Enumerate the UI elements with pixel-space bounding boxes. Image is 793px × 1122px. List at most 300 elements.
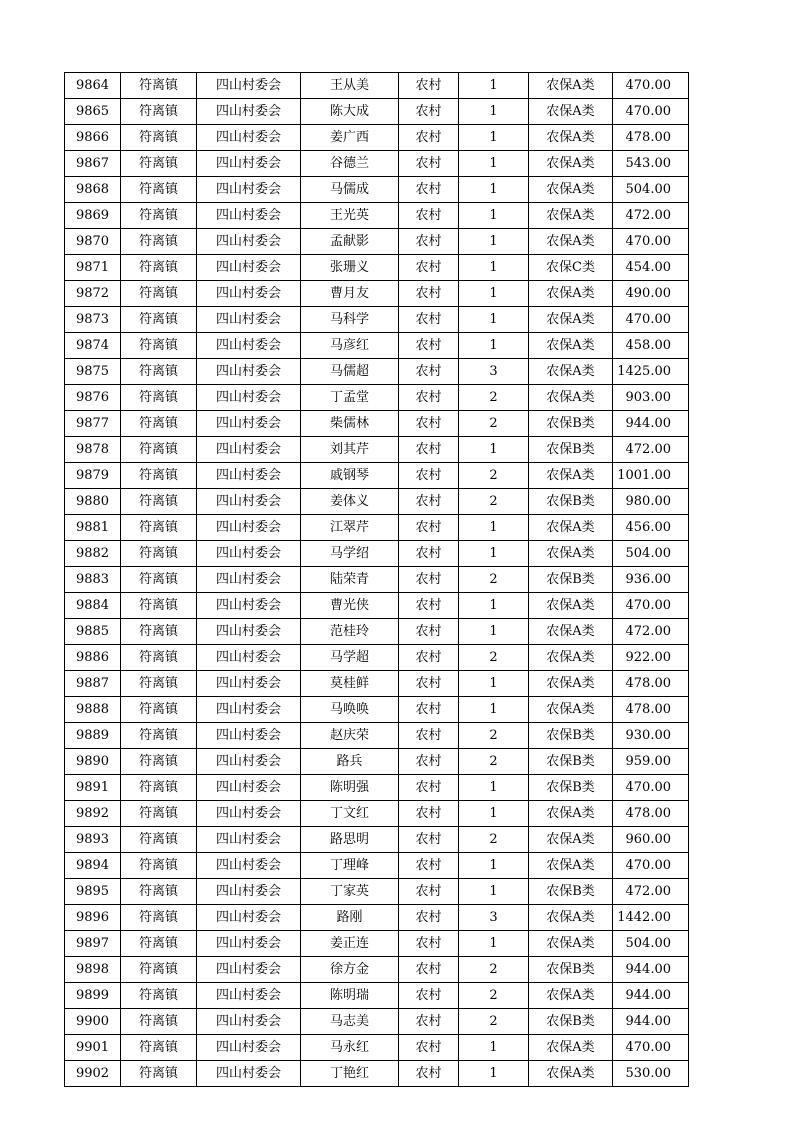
table-cell-category: 农保A类: [529, 905, 613, 931]
table-cell-count: 2: [459, 749, 529, 775]
table-cell-town: 符离镇: [121, 801, 197, 827]
table-cell-area: 农村: [399, 333, 459, 359]
table-cell-id: 9864: [65, 73, 121, 99]
table-cell-village: 四山村委会: [197, 905, 301, 931]
table-cell-category: 农保B类: [529, 749, 613, 775]
table-cell-village: 四山村委会: [197, 151, 301, 177]
table-cell-amount: 944.00: [613, 957, 689, 983]
table-cell-village: 四山村委会: [197, 255, 301, 281]
table-cell-area: 农村: [399, 515, 459, 541]
table-row: [65, 437, 689, 463]
table-cell-town: 符离镇: [121, 229, 197, 255]
table-cell-id: 9870: [65, 229, 121, 255]
table-cell-count: 2: [459, 489, 529, 515]
table-cell-village: 四山村委会: [197, 749, 301, 775]
table-cell-area: 农村: [399, 671, 459, 697]
table-cell-count: 1: [459, 697, 529, 723]
table-cell-name: 陆荣青: [301, 567, 399, 593]
table-cell-count: 1: [459, 255, 529, 281]
table-cell-category: 农保A类: [529, 1035, 613, 1061]
table-cell-category: 农保B类: [529, 1009, 613, 1035]
table-cell-amount: 470.00: [613, 99, 689, 125]
table-row: [65, 463, 689, 489]
table-cell-area: 农村: [399, 463, 459, 489]
table-row: [65, 1035, 689, 1061]
table-cell-category: 农保B类: [529, 957, 613, 983]
table-cell-category: 农保B类: [529, 411, 613, 437]
table-row: [65, 801, 689, 827]
table-cell-name: 丁孟堂: [301, 385, 399, 411]
table-cell-id: 9876: [65, 385, 121, 411]
table-cell-area: 农村: [399, 827, 459, 853]
table-row: [65, 697, 689, 723]
table-cell-town: 符离镇: [121, 775, 197, 801]
table-cell-category: 农保A类: [529, 541, 613, 567]
table-row: [65, 255, 689, 281]
table-cell-id: 9874: [65, 333, 121, 359]
table-cell-amount: 470.00: [613, 853, 689, 879]
table-cell-name: 马志美: [301, 1009, 399, 1035]
table-cell-id: 9872: [65, 281, 121, 307]
table-cell-id: 9882: [65, 541, 121, 567]
table-cell-category: 农保A类: [529, 671, 613, 697]
table-row: [65, 879, 689, 905]
table-cell-id: 9896: [65, 905, 121, 931]
table-row: [65, 515, 689, 541]
table-cell-area: 农村: [399, 203, 459, 229]
table-row: [65, 905, 689, 931]
table-cell-village: 四山村委会: [197, 307, 301, 333]
table-cell-count: 1: [459, 593, 529, 619]
table-cell-id: 9868: [65, 177, 121, 203]
table-cell-area: 农村: [399, 593, 459, 619]
table-cell-village: 四山村委会: [197, 229, 301, 255]
table-cell-town: 符离镇: [121, 905, 197, 931]
table-row: [65, 749, 689, 775]
table-cell-id: 9865: [65, 99, 121, 125]
table-cell-village: 四山村委会: [197, 99, 301, 125]
table-cell-area: 农村: [399, 411, 459, 437]
table-cell-area: 农村: [399, 801, 459, 827]
table-cell-area: 农村: [399, 1035, 459, 1061]
table-cell-area: 农村: [399, 775, 459, 801]
table-cell-id: 9883: [65, 567, 121, 593]
table-cell-area: 农村: [399, 853, 459, 879]
table-cell-amount: 959.00: [613, 749, 689, 775]
table-cell-name: 马儒超: [301, 359, 399, 385]
table-cell-village: 四山村委会: [197, 177, 301, 203]
table-cell-area: 农村: [399, 619, 459, 645]
table-row: [65, 177, 689, 203]
table-cell-village: 四山村委会: [197, 775, 301, 801]
table-cell-amount: 960.00: [613, 827, 689, 853]
table-cell-village: 四山村委会: [197, 853, 301, 879]
table-row: [65, 593, 689, 619]
table-row: [65, 775, 689, 801]
table-cell-amount: 478.00: [613, 671, 689, 697]
table-cell-town: 符离镇: [121, 333, 197, 359]
table-cell-category: 农保A类: [529, 931, 613, 957]
table-cell-count: 2: [459, 957, 529, 983]
table-cell-village: 四山村委会: [197, 359, 301, 385]
table-cell-area: 农村: [399, 125, 459, 151]
table-cell-id: 9879: [65, 463, 121, 489]
table-cell-count: 1: [459, 177, 529, 203]
table-row: [65, 541, 689, 567]
table-cell-amount: 470.00: [613, 229, 689, 255]
table-cell-count: 1: [459, 437, 529, 463]
table-cell-area: 农村: [399, 385, 459, 411]
table-cell-area: 农村: [399, 957, 459, 983]
table-cell-category: 农保A类: [529, 333, 613, 359]
table-row: [65, 1009, 689, 1035]
table-cell-name: 马唤唤: [301, 697, 399, 723]
table-cell-category: 农保B类: [529, 775, 613, 801]
records-table-body: [65, 73, 689, 1087]
table-cell-village: 四山村委会: [197, 281, 301, 307]
table-cell-amount: 470.00: [613, 1035, 689, 1061]
table-cell-count: 1: [459, 775, 529, 801]
table-cell-village: 四山村委会: [197, 203, 301, 229]
table-cell-count: 1: [459, 99, 529, 125]
table-cell-amount: 922.00: [613, 645, 689, 671]
table-cell-town: 符离镇: [121, 151, 197, 177]
table-cell-count: 2: [459, 983, 529, 1009]
table-cell-town: 符离镇: [121, 879, 197, 905]
table-cell-village: 四山村委会: [197, 437, 301, 463]
table-cell-id: 9884: [65, 593, 121, 619]
table-cell-town: 符离镇: [121, 827, 197, 853]
table-cell-area: 农村: [399, 307, 459, 333]
table-cell-area: 农村: [399, 1009, 459, 1035]
table-cell-id: 9902: [65, 1061, 121, 1087]
table-cell-amount: 490.00: [613, 281, 689, 307]
table-cell-town: 符离镇: [121, 125, 197, 151]
table-row: [65, 853, 689, 879]
table-cell-name: 范桂玲: [301, 619, 399, 645]
table-row: [65, 619, 689, 645]
table-cell-town: 符离镇: [121, 177, 197, 203]
table-cell-id: 9866: [65, 125, 121, 151]
table-cell-name: 赵庆荣: [301, 723, 399, 749]
table-cell-area: 农村: [399, 73, 459, 99]
table-cell-area: 农村: [399, 99, 459, 125]
table-cell-count: 1: [459, 1035, 529, 1061]
table-cell-town: 符离镇: [121, 463, 197, 489]
table-cell-id: 9886: [65, 645, 121, 671]
table-cell-town: 符离镇: [121, 957, 197, 983]
table-cell-town: 符离镇: [121, 931, 197, 957]
table-cell-count: 1: [459, 801, 529, 827]
table-cell-village: 四山村委会: [197, 723, 301, 749]
table-cell-id: 9900: [65, 1009, 121, 1035]
table-cell-village: 四山村委会: [197, 73, 301, 99]
table-cell-count: 1: [459, 515, 529, 541]
table-cell-amount: 470.00: [613, 73, 689, 99]
table-cell-id: 9878: [65, 437, 121, 463]
table-cell-id: 9890: [65, 749, 121, 775]
table-row: [65, 983, 689, 1009]
table-cell-amount: 530.00: [613, 1061, 689, 1087]
table-cell-area: 农村: [399, 645, 459, 671]
table-cell-id: 9894: [65, 853, 121, 879]
table-cell-count: 1: [459, 1061, 529, 1087]
table-row: [65, 411, 689, 437]
table-cell-town: 符离镇: [121, 99, 197, 125]
table-cell-village: 四山村委会: [197, 125, 301, 151]
table-cell-village: 四山村委会: [197, 801, 301, 827]
table-cell-village: 四山村委会: [197, 879, 301, 905]
table-cell-count: 2: [459, 411, 529, 437]
table-row: [65, 957, 689, 983]
table-row: [65, 151, 689, 177]
table-cell-count: 1: [459, 879, 529, 905]
table-cell-name: 马彦红: [301, 333, 399, 359]
table-cell-name: 马学超: [301, 645, 399, 671]
table-cell-category: 农保B类: [529, 437, 613, 463]
table-cell-amount: 478.00: [613, 697, 689, 723]
table-cell-name: 柴儒林: [301, 411, 399, 437]
table-cell-village: 四山村委会: [197, 411, 301, 437]
table-cell-id: 9888: [65, 697, 121, 723]
table-cell-area: 农村: [399, 281, 459, 307]
table-cell-name: 丁文红: [301, 801, 399, 827]
table-cell-name: 马学绍: [301, 541, 399, 567]
table-cell-town: 符离镇: [121, 489, 197, 515]
table-cell-amount: 980.00: [613, 489, 689, 515]
table-cell-village: 四山村委会: [197, 333, 301, 359]
table-cell-id: 9877: [65, 411, 121, 437]
table-cell-town: 符离镇: [121, 619, 197, 645]
table-cell-town: 符离镇: [121, 723, 197, 749]
table-row: [65, 1061, 689, 1087]
table-cell-count: 1: [459, 853, 529, 879]
table-cell-town: 符离镇: [121, 281, 197, 307]
table-cell-amount: 478.00: [613, 125, 689, 151]
table-cell-count: 1: [459, 151, 529, 177]
table-cell-area: 农村: [399, 229, 459, 255]
table-cell-town: 符离镇: [121, 853, 197, 879]
table-cell-count: 2: [459, 645, 529, 671]
table-cell-category: 农保A类: [529, 463, 613, 489]
table-cell-name: 姜正连: [301, 931, 399, 957]
table-cell-town: 符离镇: [121, 203, 197, 229]
table-row: [65, 489, 689, 515]
table-cell-amount: 504.00: [613, 177, 689, 203]
table-cell-id: 9875: [65, 359, 121, 385]
table-cell-amount: 504.00: [613, 931, 689, 957]
table-cell-category: 农保C类: [529, 255, 613, 281]
table-cell-name: 马儒成: [301, 177, 399, 203]
table-cell-id: 9898: [65, 957, 121, 983]
table-cell-category: 农保A类: [529, 515, 613, 541]
table-cell-name: 姜广西: [301, 125, 399, 151]
table-cell-count: 1: [459, 229, 529, 255]
table-cell-village: 四山村委会: [197, 567, 301, 593]
table-cell-id: 9897: [65, 931, 121, 957]
table-cell-category: 农保A类: [529, 125, 613, 151]
table-cell-count: 1: [459, 619, 529, 645]
table-cell-amount: 1442.00: [613, 905, 689, 931]
table-cell-town: 符离镇: [121, 515, 197, 541]
table-row: [65, 73, 689, 99]
table-cell-amount: 903.00: [613, 385, 689, 411]
table-cell-name: 张珊义: [301, 255, 399, 281]
table-cell-village: 四山村委会: [197, 827, 301, 853]
table-cell-area: 农村: [399, 151, 459, 177]
table-cell-name: 丁家英: [301, 879, 399, 905]
table-cell-town: 符离镇: [121, 1035, 197, 1061]
table-cell-area: 农村: [399, 177, 459, 203]
table-cell-town: 符离镇: [121, 1009, 197, 1035]
table-row: [65, 229, 689, 255]
table-cell-name: 马科学: [301, 307, 399, 333]
table-cell-amount: 472.00: [613, 437, 689, 463]
table-cell-category: 农保A类: [529, 307, 613, 333]
table-cell-amount: 944.00: [613, 411, 689, 437]
table-cell-town: 符离镇: [121, 307, 197, 333]
table-cell-count: 1: [459, 333, 529, 359]
table-cell-village: 四山村委会: [197, 671, 301, 697]
table-cell-town: 符离镇: [121, 359, 197, 385]
table-cell-area: 农村: [399, 723, 459, 749]
table-cell-count: 1: [459, 281, 529, 307]
table-cell-id: 9893: [65, 827, 121, 853]
table-cell-amount: 472.00: [613, 619, 689, 645]
records-table: [64, 72, 689, 1087]
table-cell-amount: 936.00: [613, 567, 689, 593]
table-cell-name: 路刚: [301, 905, 399, 931]
table-cell-amount: 1001.00: [613, 463, 689, 489]
table-row: [65, 827, 689, 853]
table-cell-count: 1: [459, 931, 529, 957]
table-row: [65, 359, 689, 385]
table-cell-area: 农村: [399, 437, 459, 463]
table-cell-village: 四山村委会: [197, 541, 301, 567]
table-cell-town: 符离镇: [121, 697, 197, 723]
table-cell-category: 农保A类: [529, 73, 613, 99]
table-cell-amount: 944.00: [613, 1009, 689, 1035]
table-cell-id: 9895: [65, 879, 121, 905]
table-cell-category: 农保A类: [529, 203, 613, 229]
table-cell-id: 9892: [65, 801, 121, 827]
table-cell-area: 农村: [399, 567, 459, 593]
table-cell-area: 农村: [399, 983, 459, 1009]
table-cell-name: 陈大成: [301, 99, 399, 125]
table-cell-area: 农村: [399, 749, 459, 775]
table-cell-count: 2: [459, 463, 529, 489]
table-cell-town: 符离镇: [121, 749, 197, 775]
table-cell-area: 农村: [399, 697, 459, 723]
table-cell-town: 符离镇: [121, 411, 197, 437]
table-cell-category: 农保A类: [529, 1061, 613, 1087]
table-cell-name: 丁艳红: [301, 1061, 399, 1087]
table-cell-count: 1: [459, 73, 529, 99]
table-row: [65, 281, 689, 307]
table-cell-category: 农保A类: [529, 359, 613, 385]
table-cell-area: 农村: [399, 489, 459, 515]
table-cell-town: 符离镇: [121, 385, 197, 411]
table-cell-amount: 543.00: [613, 151, 689, 177]
table-cell-village: 四山村委会: [197, 983, 301, 1009]
table-cell-name: 陈明瑞: [301, 983, 399, 1009]
table-cell-id: 9901: [65, 1035, 121, 1061]
table-cell-town: 符离镇: [121, 437, 197, 463]
table-cell-count: 2: [459, 1009, 529, 1035]
table-cell-category: 农保A类: [529, 229, 613, 255]
table-cell-name: 路思明: [301, 827, 399, 853]
table-cell-id: 9871: [65, 255, 121, 281]
table-cell-category: 农保A类: [529, 593, 613, 619]
table-cell-category: 农保A类: [529, 385, 613, 411]
table-cell-amount: 930.00: [613, 723, 689, 749]
table-cell-name: 王光英: [301, 203, 399, 229]
table-cell-count: 2: [459, 567, 529, 593]
table-cell-name: 王从美: [301, 73, 399, 99]
table-cell-category: 农保A类: [529, 151, 613, 177]
table-cell-town: 符离镇: [121, 671, 197, 697]
table-cell-village: 四山村委会: [197, 463, 301, 489]
table-row: [65, 99, 689, 125]
table-cell-category: 农保A类: [529, 177, 613, 203]
table-cell-name: 戚钢琴: [301, 463, 399, 489]
table-cell-category: 农保B类: [529, 567, 613, 593]
table-cell-town: 符离镇: [121, 593, 197, 619]
table-cell-name: 刘其芹: [301, 437, 399, 463]
table-cell-category: 农保A类: [529, 983, 613, 1009]
table-cell-category: 农保B类: [529, 723, 613, 749]
table-cell-village: 四山村委会: [197, 957, 301, 983]
table-cell-amount: 456.00: [613, 515, 689, 541]
table-cell-category: 农保A类: [529, 853, 613, 879]
table-cell-id: 9899: [65, 983, 121, 1009]
table-cell-name: 徐方金: [301, 957, 399, 983]
table-cell-id: 9891: [65, 775, 121, 801]
table-cell-town: 符离镇: [121, 541, 197, 567]
table-cell-name: 孟献影: [301, 229, 399, 255]
table-cell-village: 四山村委会: [197, 645, 301, 671]
table-cell-name: 马永红: [301, 1035, 399, 1061]
table-cell-area: 农村: [399, 255, 459, 281]
table-cell-id: 9885: [65, 619, 121, 645]
table-cell-town: 符离镇: [121, 645, 197, 671]
table-cell-count: 1: [459, 671, 529, 697]
table-cell-village: 四山村委会: [197, 385, 301, 411]
table-cell-village: 四山村委会: [197, 515, 301, 541]
table-cell-amount: 454.00: [613, 255, 689, 281]
table-cell-count: 2: [459, 723, 529, 749]
table-row: [65, 671, 689, 697]
table-cell-amount: 944.00: [613, 983, 689, 1009]
table-cell-village: 四山村委会: [197, 1009, 301, 1035]
table-cell-town: 符离镇: [121, 983, 197, 1009]
table-cell-town: 符离镇: [121, 1061, 197, 1087]
table-cell-name: 谷德兰: [301, 151, 399, 177]
table-cell-name: 江翠芹: [301, 515, 399, 541]
table-cell-name: 丁理峰: [301, 853, 399, 879]
table-cell-category: 农保A类: [529, 645, 613, 671]
table-cell-amount: 1425.00: [613, 359, 689, 385]
table-row: [65, 203, 689, 229]
table-cell-name: 曹光侠: [301, 593, 399, 619]
table-cell-village: 四山村委会: [197, 697, 301, 723]
table-cell-town: 符离镇: [121, 567, 197, 593]
table-row: [65, 333, 689, 359]
table-cell-amount: 478.00: [613, 801, 689, 827]
table-cell-name: 姜体义: [301, 489, 399, 515]
table-cell-count: 3: [459, 905, 529, 931]
table-row: [65, 125, 689, 151]
